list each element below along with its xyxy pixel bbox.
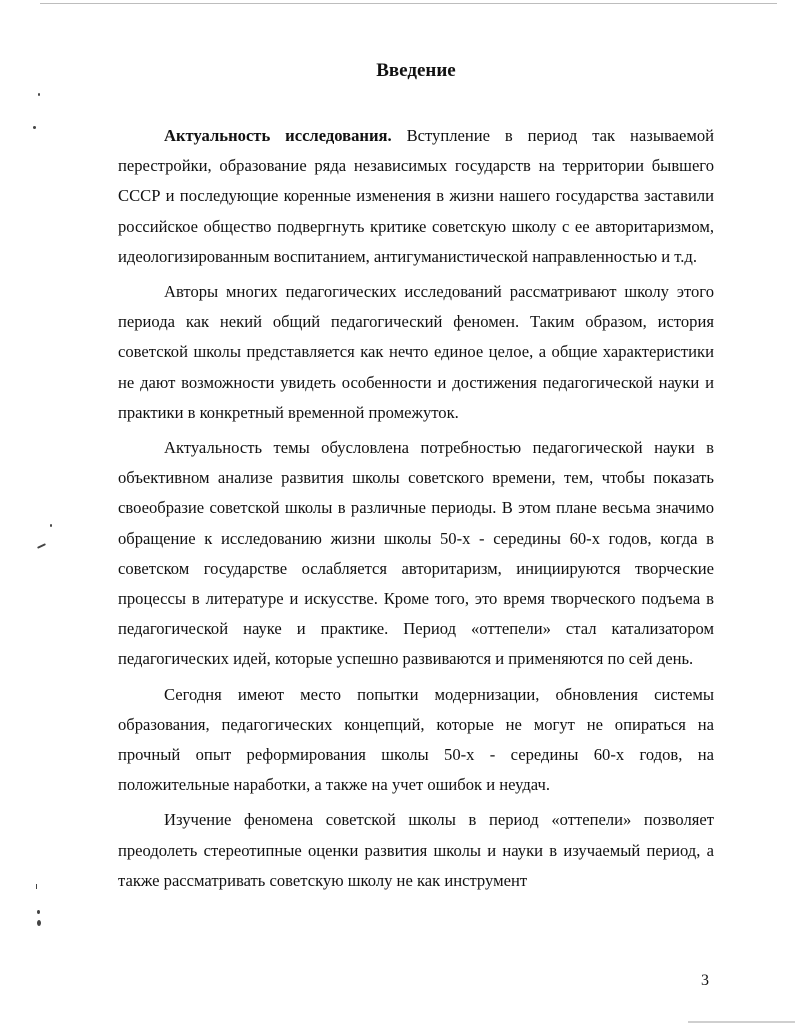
paragraph-modernization: Сегодня имеют место попытки модернизации, обновления системы образования, педагогических концепций, которые не могут не опираться на прочный опыт реформирования школы 50-х - середины 60-х годов, на положительные наработки, а также на учет ошибок и неудач. [118,684,714,795]
scan-top-edge-line [40,3,777,4]
page-number: 3 [701,972,709,989]
document-body [118,121,714,901]
paragraph-topic-relevance: Актуальность темы обусловлена потребностью педагогической науки в объективном анализе развития школы советского времени, тем, чтобы показать своеобразие советской школы в различные периоды. В этом плане весьма значимо обращение к исследованию жизни школы 50-х - середины 60-х годов, когда в советском государстве ослабляется авторитаризм, инициируются творческие процессы в литературе и искусстве. Кроме того, это время творческого подъема в педагогической науке и практике. Период «оттепели» стал катализатором педагогических идей, которые успешно развиваются и применяются по сей день. [118,438,714,669]
scan-speck [37,920,41,926]
paragraph-lead-heading: Актуальность исследования. [164,126,392,145]
paragraph-authors: Авторы многих педагогических исследований рассматривают школу этого периода как некий общий педагогический феномен. Таким образом, история советской школы представляется как нечто единое целое, а общие характеристики не дают возможности увидеть особенности и достижения педагогической науки и практики в конкретный временной промежуток. [118,282,714,422]
scan-speck [37,543,46,549]
scan-speck [50,524,52,527]
scan-speck [38,93,40,96]
page-title: Введение [376,60,456,81]
scan-speck [36,884,37,889]
paragraph-thaw-study: Изучение феномена советской школы в период «оттепели» позволяет преодолеть стереотипные оценки развития школы и науки в изучаемый период, а также рассматривать советскую школу не как инструмент [118,810,714,890]
paragraph-text: Вступление в период так называемой перестройки, образование ряда независимых государств на территории бывшего СССР и последующие коренные изменения в жизни нашего государства заставили российское общество подвергнуть критике советскую школу с ее авторитаризмом, идеологизированным воспитанием, антигуманистической направленностью и т.д. [118,126,714,266]
scan-speck [37,910,40,914]
scan-speck [33,126,36,129]
paragraph-relevance [118,121,714,272]
scan-bottom-edge-line [688,1021,795,1023]
